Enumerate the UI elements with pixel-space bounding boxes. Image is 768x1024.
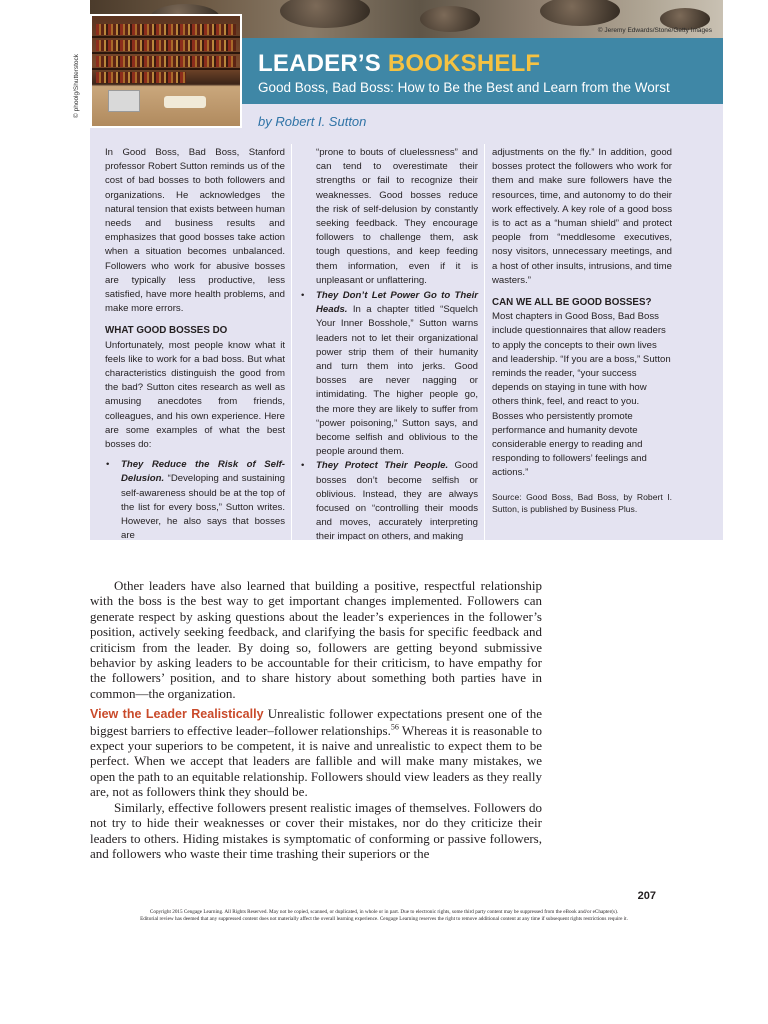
intro-paragraph: In Good Boss, Bad Boss, Stanford professor Robert Sutton reminds us of the cost of bad bosses to both followers and organizations. He acknowledges the natural tension that exists between human needs and business results and emphasizes that good bosses take action when a situation becomes unbalanced. Followers who work for abusive bosses are typically less productive, less satisfied, have more health problems, and make more errors.	[105, 147, 285, 315]
body-paragraph	[90, 706, 542, 799]
body-paragraph: Other leaders have also learned that building a positive, respectful relationship with the boss is the best way to get important changes implemented. Followers can generate respect by asking questions about the leader’s experiences in the follower’s position, actively seeking feedback, and clarifying the basis for specific feedback and criticism from the leader. By doing so, followers are getting beyond submissive behavior by asking leaders to be accountable for their criticism, to have empathy for the followers’ position, and to share history about something both parties have in common—the organization.	[90, 578, 542, 701]
bullet-title: They Protect Their People.	[316, 460, 449, 472]
sidebar-column-2	[300, 146, 478, 545]
title-word-bookshelf: BOOKSHELF	[387, 50, 541, 77]
bullet-item	[300, 459, 478, 544]
section-heading: CAN WE ALL BE GOOD BOSSES?	[492, 297, 652, 309]
bullet-item	[300, 289, 478, 459]
copyright-line: Copyright 2015 Cengage Learning. All Rights Reserved. May not be copied, scanned, or duplicated, in whole or in part. Due to electronic rights, some third party content may be suppressed from the eBook and/or eChapter(s).	[149, 909, 619, 915]
page-number: 207	[637, 890, 656, 902]
column-divider	[291, 144, 292, 540]
section-heading: WHAT GOOD BOSSES DO	[105, 325, 228, 337]
body-text	[90, 578, 542, 861]
paragraph: Most chapters in Good Boss, Bad Boss include questionnaires that allow readers to apply the concepts to their own lives and leadership. “If you are a boss,” Sutton reminds the reader, “your success depends on staying in tune with how others think, feel, and react to you. Bosses who persistently promote performance and humanity devote considerable energy to reading and responding to followers’ feelings and actions.”	[492, 311, 671, 479]
bullet-list	[105, 458, 285, 543]
header-photo-credit: © Jeremy Edwards/Stone/Getty Images	[597, 27, 712, 34]
title-word-leaders: LEADER’S	[258, 50, 381, 77]
paragraph: adjustments on the fly.” In addition, good bosses protect the followers who work for them and make sure followers have the resources, time, and autonomy to do their work effectively. A key role of a good boss is to act as a “human shield” and protect people from “meddlesome executives, nosy visitors, unnecessary meetings, and a host of other insults, intrusions, and time wasters.”	[492, 147, 672, 286]
bullet-title: They Don’t Let Power Go to Their Heads.	[316, 290, 478, 316]
paragraph: “prone to bouts of cluelessness” and can tend to overestimate their strengths or fail to recognize their weaknesses. Good bosses reduce the risk of self-delusion by constantly seeking feedback. They encourage followers to challenge them, ask tough questions, and keep feeding them information, even if it is unpleasant or unflattering.	[316, 147, 478, 286]
bullet-text: In a chapter titled “Squelch Your Inner Bosshole,” Sutton warns leaders not to let their organizational power strip them of their humanity and turn them into jerks. Good bosses are never nagging or intimidating. The higher people go, the more they are likely to suffer from “power poisoning,” Sutton says, and become selfish and oblivious to the people around them.	[316, 304, 478, 458]
copyright-line: Editorial review has deemed that any suppressed content does not materially affect the overall learning experience. Cengage Learning reserves the right to remove additional content at any time if subsequent rights restrictions require it.	[140, 916, 628, 922]
book-title: Good Boss, Bad Boss: How to Be the Best and Learn from the Worst	[258, 80, 670, 95]
photo-credit: © phoolg/Shutterstock	[73, 53, 80, 118]
bookshelf-photo	[90, 14, 242, 128]
book-author: by Robert I. Sutton	[258, 114, 367, 129]
source-note: Source: Good Boss, Bad Boss, by Robert I. Sutton, is published by Business Plus.	[492, 491, 672, 514]
body-paragraph: Similarly, effective followers present realistic images of themselves. Followers do not try to hide their weaknesses or cover their mistakes, nor do they criticize their leaders to others. Hiding mistakes is symptomatic of conforming or passive followers, and followers who waste their time trashing their superiors or the	[90, 799, 542, 861]
bullet-text: Good bosses don’t become selfish or oblivious. Instead, they are always focused on “controlling their moods and moves, accurately interpreting their impact on others, and making	[316, 460, 478, 543]
footnote-ref: 56	[390, 722, 399, 732]
paragraph: Unfortunately, most people know what it feels like to work for a bad boss. But what characteristics distinguish the good from the bad? Sutton cites research as well as amusing anecdotes from friends, colleagues, and his own experience. Here are some examples of what the best bosses do:	[105, 339, 285, 451]
column-divider	[484, 144, 485, 540]
bullet-item	[105, 458, 285, 543]
sidebar-title	[258, 50, 540, 78]
runin-heading: View the Leader Realistically	[90, 707, 264, 722]
bullet-title: They Reduce the Risk of Self-Delusion.	[121, 459, 285, 485]
body-text-run: Whereas it is reasonable to expect your superiors to be competent, it is naive and unrealistic to expect them to be perfect. When we accept that leaders are fallible and will make many mistakes, we open the path to an equitable relationship. Followers should view leaders as they really are, not as followers think they should be.	[90, 722, 542, 800]
sidebar-column-1	[105, 146, 285, 543]
bullet-text: “Developing and sustaining self-awareness should be at the top of the list for every boss,” Sutton writes. However, he also says that bosses are	[121, 473, 285, 542]
bullet-list	[300, 289, 478, 545]
body-text-run: Unrealistic follower expectations present one of the biggest barriers to effective leader–follower relationships.	[90, 706, 542, 738]
sidebar-column-3	[492, 146, 672, 515]
